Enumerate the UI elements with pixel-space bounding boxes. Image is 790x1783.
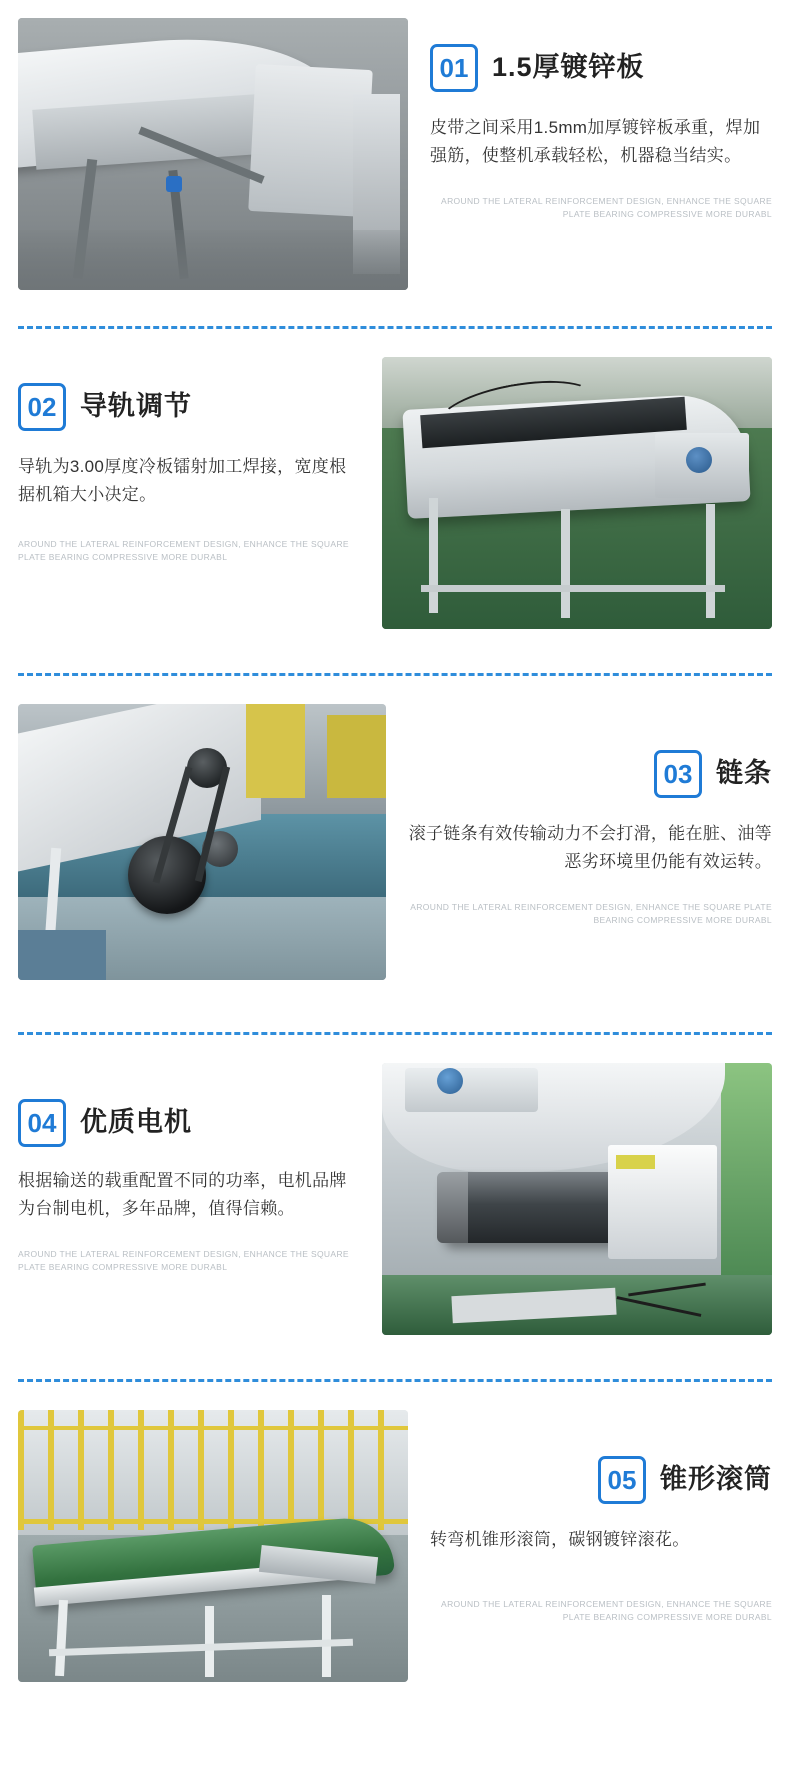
feature-section-05 — [0, 1382, 790, 1700]
feature-header-04 — [18, 1099, 360, 1147]
feature-subtext-03: AROUND THE LATERAL REINFORCEMENT DESIGN, ENHANCE THE SQUARE PLATE BEARING COMPRESSIVE MORE DURABL — [410, 902, 772, 926]
feature-title-05: 锥形滚筒 — [660, 1464, 772, 1495]
stainless-curve-conveyor-photo — [18, 18, 408, 290]
gear-motor-photo — [382, 1063, 772, 1335]
feature-number-04: 04 — [18, 1099, 66, 1147]
feature-desc-01: 皮带之间采用1.5mm加厚镀锌板承重，焊加强筋，使整机承载轻松，机器稳当结实。 — [430, 118, 761, 165]
feature-text-03 — [408, 704, 772, 927]
feature-text-02 — [18, 357, 360, 564]
feature-desc-05: 转弯机锥形滚筒，碳钢镀锌滚花。 — [430, 1530, 690, 1549]
feature-title-04: 优质电机 — [80, 1107, 192, 1138]
feature-text-05 — [430, 1410, 772, 1624]
feature-subtext-01: AROUND THE LATERAL REINFORCEMENT DESIGN, ENHANCE THE SQUARE PLATE BEARING COMPRESSIVE MORE DURABL — [441, 196, 772, 220]
feature-header-05 — [430, 1456, 772, 1504]
guide-rail-adjustment-photo — [382, 357, 772, 629]
feature-desc-02: 导轨为3.00厚度冷板镭射加工焊接，宽度根据机箱大小决定。 — [18, 457, 347, 504]
feature-number-02: 02 — [18, 383, 66, 431]
feature-title-03: 链条 — [716, 758, 772, 789]
feature-header-01 — [430, 44, 772, 92]
feature-section-04 — [0, 1035, 790, 1335]
feature-header-02 — [18, 383, 360, 431]
tapered-roller-photo — [18, 1410, 408, 1682]
feature-text-04 — [18, 1063, 360, 1274]
feature-number-01: 01 — [430, 44, 478, 92]
roller-chain-sprocket-photo — [18, 704, 386, 980]
feature-section-02 — [0, 329, 790, 629]
feature-subtext-04: AROUND THE LATERAL REINFORCEMENT DESIGN, ENHANCE THE SQUARE PLATE BEARING COMPRESSIVE MORE DURABL — [18, 1249, 349, 1273]
feature-desc-04: 根据输送的载重配置不同的功率，电机品牌为台制电机，多年品牌，值得信赖。 — [18, 1171, 347, 1218]
feature-desc-03: 滚子链条有效传输动力不会打滑，能在脏、油等恶劣环境里仍能有效运转。 — [408, 824, 772, 871]
feature-title-01: 1.5厚镀锌板 — [492, 52, 645, 83]
feature-title-02: 导轨调节 — [80, 391, 192, 422]
feature-text-01 — [430, 18, 772, 221]
feature-number-05: 05 — [598, 1456, 646, 1504]
feature-header-03 — [408, 750, 772, 798]
feature-subtext-02: AROUND THE LATERAL REINFORCEMENT DESIGN, ENHANCE THE SQUARE PLATE BEARING COMPRESSIVE MORE DURABL — [18, 539, 349, 563]
feature-subtext-05: AROUND THE LATERAL REINFORCEMENT DESIGN, ENHANCE THE SQUARE PLATE BEARING COMPRESSIVE MORE DURABL — [441, 1598, 772, 1622]
feature-section-01 — [0, 0, 790, 290]
feature-section-03 — [0, 676, 790, 980]
feature-number-03: 03 — [654, 750, 702, 798]
